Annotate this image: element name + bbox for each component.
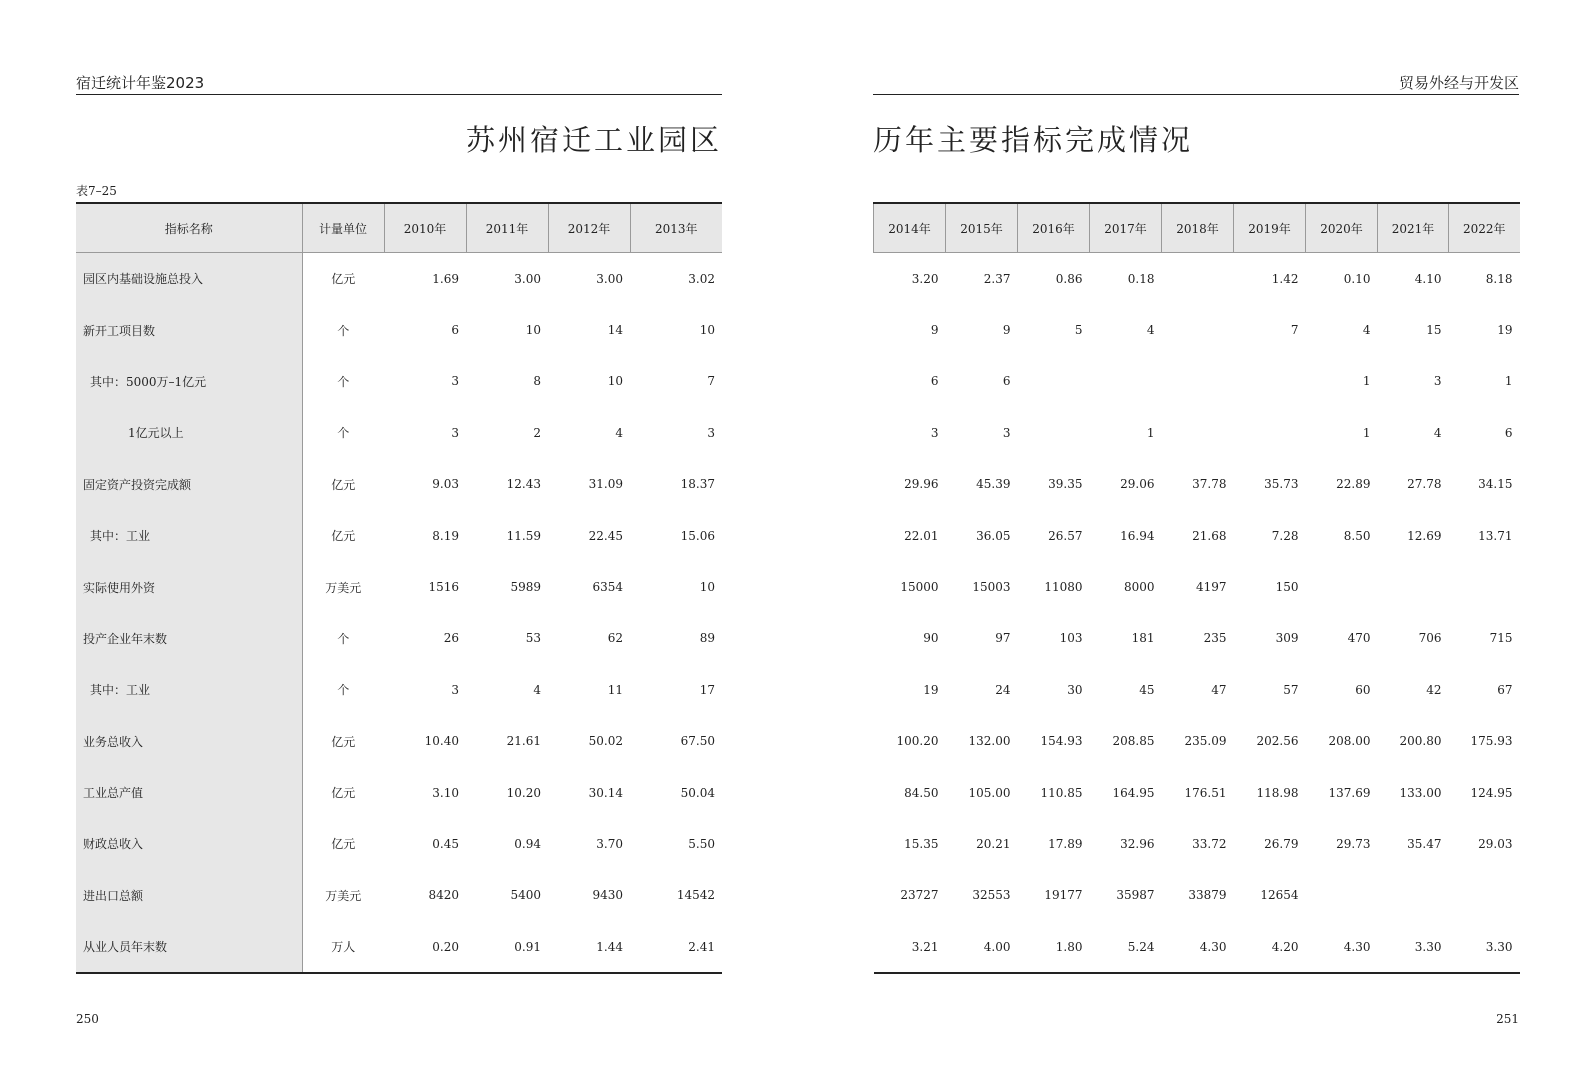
value-cell: 103 xyxy=(1059,631,1083,646)
value-cell xyxy=(1090,356,1162,407)
value-cell: 137.69 xyxy=(1328,785,1371,800)
value-cell: 30.14 xyxy=(588,785,623,800)
unit-cell: 个 xyxy=(337,374,350,389)
value-cell: 164.95 xyxy=(1112,785,1155,800)
value-cell: 208.85 xyxy=(1112,734,1155,749)
value-cell: 47 xyxy=(1211,682,1227,697)
value-cell: 6 xyxy=(930,374,939,389)
value-cell: 4197 xyxy=(1195,580,1227,595)
value-cell: 8000 xyxy=(1123,580,1155,595)
indicator-name-cell: 其中：5000万–1亿元 xyxy=(76,356,302,407)
value-cell: 3.20 xyxy=(911,271,939,286)
value-cell: 22.45 xyxy=(588,528,623,543)
column-header-name: 指标名称 xyxy=(76,203,302,253)
unit-cell: 亿元 xyxy=(331,837,356,852)
table-row xyxy=(76,407,722,458)
value-cell: 202.56 xyxy=(1256,734,1299,749)
page-number-left: 250 xyxy=(76,1012,99,1026)
value-cell: 150 xyxy=(1275,580,1299,595)
table-row xyxy=(76,561,722,612)
column-header-year: 2017年 xyxy=(1090,203,1162,253)
value-cell: 11.59 xyxy=(506,528,541,543)
indicator-name-cell: 进出口总额 xyxy=(76,870,302,921)
column-header-year: 2014年 xyxy=(874,203,946,253)
right-page xyxy=(873,0,1519,1077)
value-cell: 15.06 xyxy=(680,528,715,543)
table-row xyxy=(874,356,1520,407)
value-cell xyxy=(1378,870,1449,921)
value-cell: 3.21 xyxy=(911,939,939,954)
value-cell: 2.41 xyxy=(688,939,715,954)
value-cell: 19 xyxy=(1497,323,1513,338)
value-cell: 1 xyxy=(1146,425,1155,440)
table-header-row xyxy=(874,203,1520,253)
value-cell: 9 xyxy=(930,323,939,338)
value-cell: 6 xyxy=(1504,425,1513,440)
value-cell xyxy=(1162,407,1234,458)
table-row xyxy=(76,716,722,767)
value-cell: 62 xyxy=(607,631,623,646)
indicator-name-cell: 投产企业年末数 xyxy=(76,613,302,664)
page-title-left: 苏州宿迁工业园区 xyxy=(465,123,722,157)
value-cell: 110.85 xyxy=(1040,785,1083,800)
table-row xyxy=(874,510,1520,561)
column-header-year: 2020年 xyxy=(1306,203,1378,253)
value-cell: 4 xyxy=(533,682,541,697)
unit-cell: 个 xyxy=(337,683,350,698)
table-body-right xyxy=(874,253,1520,974)
value-cell: 8420 xyxy=(428,888,459,903)
indicator-name-cell: 固定资产投资完成额 xyxy=(76,459,302,510)
right-running-header: 贸易外经与开发区 xyxy=(873,74,1519,95)
value-cell: 154.93 xyxy=(1040,734,1083,749)
value-cell: 5 xyxy=(1074,323,1083,338)
column-header-year: 2022年 xyxy=(1449,203,1520,253)
indicator-name-cell: 财政总收入 xyxy=(76,818,302,869)
unit-cell: 亿元 xyxy=(331,734,356,749)
table-row xyxy=(874,921,1520,973)
unit-cell: 亿元 xyxy=(331,477,356,492)
table-row xyxy=(76,921,722,973)
value-cell: 22.01 xyxy=(904,528,939,543)
value-cell: 181 xyxy=(1131,631,1155,646)
value-cell: 0.91 xyxy=(514,939,541,954)
value-cell: 3 xyxy=(451,425,459,440)
value-cell xyxy=(1306,561,1378,612)
unit-cell: 万美元 xyxy=(325,580,362,595)
unit-cell: 万人 xyxy=(331,940,356,955)
value-cell: 22.89 xyxy=(1336,477,1371,492)
value-cell: 5989 xyxy=(510,580,541,595)
value-cell: 4.00 xyxy=(983,939,1011,954)
value-cell: 14542 xyxy=(676,888,715,903)
table-row xyxy=(76,818,722,869)
table-row xyxy=(76,510,722,561)
value-cell: 5.24 xyxy=(1127,939,1155,954)
column-header-year: 2015年 xyxy=(946,203,1018,253)
value-cell: 208.00 xyxy=(1328,734,1371,749)
value-cell: 8.18 xyxy=(1485,271,1513,286)
indicator-name-cell: 业务总收入 xyxy=(76,716,302,767)
value-cell: 15000 xyxy=(900,580,939,595)
table-row xyxy=(874,613,1520,664)
value-cell: 1 xyxy=(1362,425,1371,440)
value-cell: 3.30 xyxy=(1485,939,1513,954)
value-cell: 12.69 xyxy=(1407,528,1442,543)
value-cell: 34.15 xyxy=(1478,477,1513,492)
column-header-year: 2021年 xyxy=(1378,203,1449,253)
value-cell: 27.78 xyxy=(1407,477,1442,492)
value-cell: 31.09 xyxy=(588,477,623,492)
value-cell xyxy=(1449,870,1520,921)
value-cell: 42 xyxy=(1426,682,1442,697)
unit-cell: 亿元 xyxy=(331,529,356,544)
value-cell: 21.68 xyxy=(1192,528,1227,543)
value-cell: 4 xyxy=(1146,323,1155,338)
value-cell: 50.04 xyxy=(680,785,715,800)
value-cell: 3.10 xyxy=(432,785,459,800)
value-cell: 35.47 xyxy=(1407,836,1442,851)
value-cell: 706 xyxy=(1418,631,1442,646)
value-cell: 3 xyxy=(451,374,459,389)
indicator-name-cell: 工业总产值 xyxy=(76,767,302,818)
value-cell: 32.96 xyxy=(1120,836,1155,851)
value-cell: 35987 xyxy=(1116,888,1155,903)
table-row xyxy=(76,253,722,305)
value-cell: 18.37 xyxy=(680,477,715,492)
value-cell: 15 xyxy=(1426,323,1442,338)
value-cell: 10 xyxy=(699,580,715,595)
value-cell: 3 xyxy=(1002,425,1011,440)
value-cell: 8 xyxy=(533,374,541,389)
value-cell xyxy=(1018,407,1090,458)
value-cell: 176.51 xyxy=(1184,785,1227,800)
value-cell: 715 xyxy=(1489,631,1513,646)
value-cell: 1.69 xyxy=(432,271,459,286)
value-cell: 3 xyxy=(707,425,715,440)
value-cell: 90 xyxy=(923,631,939,646)
value-cell: 4.30 xyxy=(1343,939,1371,954)
table-row xyxy=(874,870,1520,921)
value-cell: 235 xyxy=(1203,631,1227,646)
value-cell: 35.73 xyxy=(1264,477,1299,492)
value-cell: 29.06 xyxy=(1120,477,1155,492)
table-row xyxy=(874,304,1520,355)
indicator-name-cell: 其中：工业 xyxy=(76,664,302,715)
value-cell: 1.80 xyxy=(1055,939,1083,954)
value-cell xyxy=(1018,356,1090,407)
value-cell: 29.96 xyxy=(904,477,939,492)
column-header-year: 2019年 xyxy=(1234,203,1306,253)
value-cell: 133.00 xyxy=(1399,785,1442,800)
table-row xyxy=(76,664,722,715)
value-cell: 1516 xyxy=(428,580,459,595)
indicator-name-cell: 1亿元以上 xyxy=(76,407,302,458)
table-row xyxy=(874,561,1520,612)
value-cell: 0.10 xyxy=(1343,271,1371,286)
indicator-name-cell: 从业人员年末数 xyxy=(76,921,302,973)
value-cell: 4 xyxy=(615,425,623,440)
value-cell: 4.20 xyxy=(1271,939,1299,954)
table-number: 表7–25 xyxy=(76,184,117,198)
unit-cell: 个 xyxy=(337,323,350,338)
value-cell: 16.94 xyxy=(1120,528,1155,543)
value-cell: 20.21 xyxy=(976,836,1011,851)
value-cell: 0.94 xyxy=(514,836,541,851)
value-cell: 3.00 xyxy=(596,271,623,286)
table-row xyxy=(76,870,722,921)
indicator-name-cell: 其中：工业 xyxy=(76,510,302,561)
value-cell: 9430 xyxy=(592,888,623,903)
value-cell: 45.39 xyxy=(976,477,1011,492)
value-cell: 11080 xyxy=(1044,580,1083,595)
value-cell: 57 xyxy=(1283,682,1299,697)
value-cell: 200.80 xyxy=(1399,734,1442,749)
value-cell: 4.10 xyxy=(1414,271,1442,286)
value-cell: 8.50 xyxy=(1343,528,1371,543)
table-row xyxy=(76,459,722,510)
value-cell: 2.37 xyxy=(983,271,1011,286)
value-cell: 0.45 xyxy=(432,836,459,851)
value-cell: 21.61 xyxy=(506,734,541,749)
table-row xyxy=(874,253,1520,305)
value-cell: 3 xyxy=(451,682,459,697)
value-cell: 30 xyxy=(1067,682,1083,697)
unit-cell: 亿元 xyxy=(331,786,356,801)
value-cell xyxy=(1234,356,1306,407)
value-cell: 1 xyxy=(1504,374,1513,389)
value-cell: 1.42 xyxy=(1271,271,1299,286)
value-cell: 39.35 xyxy=(1048,477,1083,492)
value-cell: 10.20 xyxy=(506,785,541,800)
page-title-right: 历年主要指标完成情况 xyxy=(873,123,1194,157)
value-cell: 5400 xyxy=(510,888,541,903)
value-cell: 37.78 xyxy=(1192,477,1227,492)
value-cell: 3.30 xyxy=(1414,939,1442,954)
value-cell: 84.50 xyxy=(904,785,939,800)
value-cell: 50.02 xyxy=(588,734,623,749)
value-cell: 105.00 xyxy=(968,785,1011,800)
value-cell: 23727 xyxy=(900,888,939,903)
value-cell: 32553 xyxy=(972,888,1011,903)
value-cell xyxy=(1378,561,1449,612)
value-cell: 1.44 xyxy=(596,939,623,954)
unit-cell: 个 xyxy=(337,426,350,441)
value-cell: 6 xyxy=(451,323,459,338)
value-cell: 3.00 xyxy=(514,271,541,286)
value-cell: 2 xyxy=(533,425,541,440)
value-cell: 175.93 xyxy=(1470,734,1513,749)
value-cell: 3 xyxy=(1433,374,1442,389)
value-cell: 53 xyxy=(525,631,541,646)
value-cell: 10 xyxy=(607,374,623,389)
column-header-year: 2012年 xyxy=(548,203,630,253)
value-cell: 9.03 xyxy=(432,477,459,492)
column-header-year: 2013年 xyxy=(630,203,722,253)
value-cell: 14 xyxy=(607,323,623,338)
value-cell: 29.03 xyxy=(1478,836,1513,851)
value-cell: 33.72 xyxy=(1192,836,1227,851)
value-cell: 7.28 xyxy=(1271,528,1299,543)
table-row xyxy=(874,459,1520,510)
value-cell: 45 xyxy=(1139,682,1155,697)
value-cell: 67.50 xyxy=(680,734,715,749)
value-cell: 15.35 xyxy=(904,836,939,851)
value-cell: 97 xyxy=(995,631,1011,646)
table-row xyxy=(76,356,722,407)
value-cell: 235.09 xyxy=(1184,734,1227,749)
value-cell: 6 xyxy=(1002,374,1011,389)
value-cell xyxy=(1234,407,1306,458)
value-cell: 3.02 xyxy=(688,271,715,286)
value-cell: 26.57 xyxy=(1048,528,1083,543)
value-cell: 3.70 xyxy=(596,836,623,851)
table-row xyxy=(76,304,722,355)
value-cell: 10.40 xyxy=(424,734,459,749)
value-cell: 132.00 xyxy=(968,734,1011,749)
value-cell: 15003 xyxy=(972,580,1011,595)
indicator-table-right xyxy=(873,202,1520,974)
value-cell: 67 xyxy=(1497,682,1513,697)
value-cell: 12.43 xyxy=(506,477,541,492)
value-cell: 11 xyxy=(607,682,623,697)
table-row xyxy=(874,407,1520,458)
value-cell: 33879 xyxy=(1188,888,1227,903)
indicator-table-left xyxy=(76,202,722,974)
value-cell: 89 xyxy=(699,631,715,646)
value-cell: 124.95 xyxy=(1470,785,1513,800)
indicator-name-cell: 新开工项目数 xyxy=(76,304,302,355)
value-cell: 8.19 xyxy=(432,528,459,543)
value-cell: 309 xyxy=(1275,631,1299,646)
value-cell: 6354 xyxy=(592,580,623,595)
table-row xyxy=(76,613,722,664)
value-cell: 10 xyxy=(699,323,715,338)
value-cell: 12654 xyxy=(1260,888,1299,903)
unit-cell: 个 xyxy=(337,631,350,646)
column-header-year: 2016年 xyxy=(1018,203,1090,253)
value-cell: 1 xyxy=(1362,374,1371,389)
value-cell: 4.30 xyxy=(1199,939,1227,954)
value-cell: 10 xyxy=(525,323,541,338)
value-cell: 9 xyxy=(1002,323,1011,338)
left-page xyxy=(76,0,722,1077)
value-cell: 3 xyxy=(930,425,939,440)
value-cell xyxy=(1306,870,1378,921)
value-cell: 7 xyxy=(707,374,715,389)
column-header-year: 2018年 xyxy=(1162,203,1234,253)
value-cell: 4 xyxy=(1433,425,1442,440)
value-cell: 470 xyxy=(1347,631,1371,646)
value-cell: 17.89 xyxy=(1048,836,1083,851)
value-cell xyxy=(1449,561,1520,612)
table-header-row xyxy=(76,203,722,253)
indicator-name-cell: 园区内基础设施总投入 xyxy=(76,253,302,305)
value-cell: 0.86 xyxy=(1055,271,1083,286)
table-row xyxy=(76,767,722,818)
value-cell: 36.05 xyxy=(976,528,1011,543)
value-cell: 118.98 xyxy=(1256,785,1299,800)
value-cell: 17 xyxy=(699,682,715,697)
page-number-right: 251 xyxy=(1496,1012,1519,1026)
table-row xyxy=(874,716,1520,767)
column-header-year: 2011年 xyxy=(466,203,548,253)
value-cell: 0.18 xyxy=(1127,271,1155,286)
value-cell: 29.73 xyxy=(1336,836,1371,851)
table-row xyxy=(874,818,1520,869)
table-row xyxy=(874,767,1520,818)
value-cell: 26.79 xyxy=(1264,836,1299,851)
value-cell: 5.50 xyxy=(688,836,715,851)
column-header-unit: 计量单位 xyxy=(302,203,384,253)
value-cell: 7 xyxy=(1290,323,1299,338)
value-cell: 60 xyxy=(1355,682,1371,697)
left-running-header: 宿迁统计年鉴2023 xyxy=(76,74,722,95)
value-cell: 4 xyxy=(1362,323,1371,338)
value-cell: 19 xyxy=(923,682,939,697)
unit-cell: 万美元 xyxy=(325,888,362,903)
value-cell: 13.71 xyxy=(1478,528,1513,543)
value-cell xyxy=(1162,253,1234,305)
value-cell: 19177 xyxy=(1044,888,1083,903)
indicator-name-cell: 实际使用外资 xyxy=(76,561,302,612)
value-cell xyxy=(1162,304,1234,355)
value-cell: 26 xyxy=(443,631,459,646)
value-cell: 24 xyxy=(995,682,1011,697)
value-cell xyxy=(1162,356,1234,407)
value-cell: 0.20 xyxy=(432,939,459,954)
table-row xyxy=(874,664,1520,715)
table-body-left xyxy=(76,253,722,974)
value-cell: 100.20 xyxy=(896,734,939,749)
unit-cell: 亿元 xyxy=(331,272,356,287)
column-header-year: 2010年 xyxy=(384,203,466,253)
